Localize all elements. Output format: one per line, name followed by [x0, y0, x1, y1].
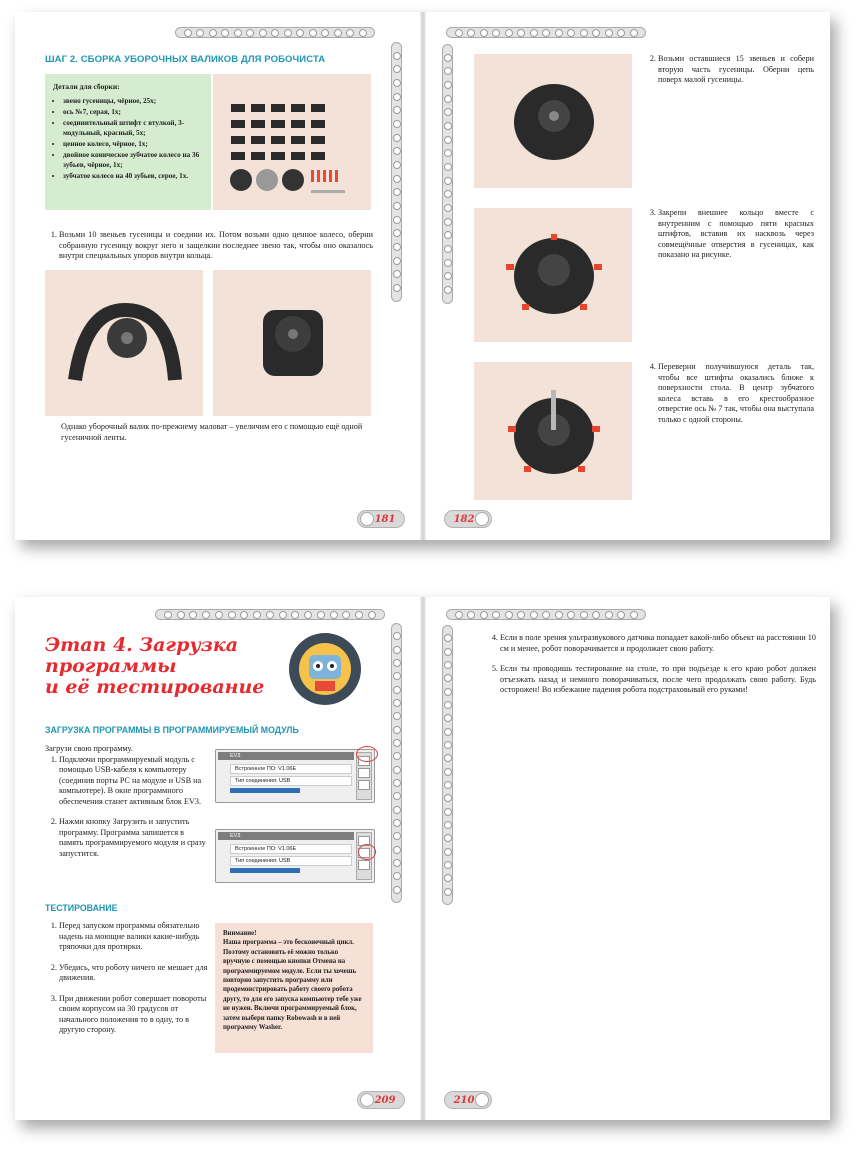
step-1-text [45, 230, 373, 262]
photo-step-3 [474, 208, 632, 342]
ring-image [213, 270, 371, 416]
page-number [444, 1091, 492, 1109]
step-1: 1. Возьми 10 звеньев гусеницы и соедини их. Потом возьми одно ценное колесо, оберни собранную гусеницу вокруг него и защелкни последнее звено так, чтобы оно оказалось внутри специальных упоров внутри кольца. [59, 230, 373, 262]
page-number-value: 210 [453, 1094, 475, 1106]
highlight-circle [358, 844, 376, 860]
page-number-value: 182 [453, 513, 475, 525]
axle-track-image [474, 362, 632, 500]
part-item: • ось №7, серая, 1x; [63, 107, 205, 117]
step-3: 3. Закрепи внешнее кольцо вместе с внутренним с помощью пяти красных штифтов, вставив их насквозь через совмещённые отверстия в гусеницах, как показано на рисунке. [658, 208, 814, 261]
lego-beam-decoration [391, 42, 402, 302]
step-2-text [644, 54, 814, 86]
part-item: • соединительный штифт с втулкой, 3-модульный, красный, 5x; [63, 118, 205, 138]
upload-step: 1. Подключи программируемый модуль с помощью USB-кабеля к компьютеру (соединив порты PC на модуле и USB на компьютере). В окне программного обеспечения станет активным блок EV3. [59, 755, 209, 808]
upload-step: 2. Нажми кнопку Загрузить и запустить программу. Программа запишется в память программируемого модуля и сразу запустится. [59, 817, 209, 859]
page-number-value: 181 [374, 513, 396, 525]
step-title: ШАГ 2. СБОРКА УБОРОЧНЫХ ВАЛИКОВ ДЛЯ РОБОЧИСТА [45, 54, 326, 65]
section-upload-title: ЗАГРУЗКА ПРОГРАММЫ В ПРОГРАММИРУЕМЫЙ МОДУЛЬ [45, 725, 299, 735]
caption: Однако уборочный валик по-прежнему маловат – увеличим его с помощью ещё одной гусеничной ленты. [61, 422, 363, 442]
part-item: • звено гусеницы, чёрное, 25x; [63, 96, 205, 106]
parts-list-box [45, 74, 211, 210]
page-number [357, 1091, 405, 1109]
step-3-text [644, 208, 814, 261]
memory-bar [230, 868, 300, 873]
page-182 [426, 12, 830, 540]
photo-step-2 [474, 54, 632, 188]
step-2: 2. Возьми оставшиеся 15 звеньев и собери вторую часть гусеницы. Оберни цепь поверх малой гусеницы. [658, 54, 814, 86]
double-track-image [474, 54, 632, 188]
connection-label: Тип соединения: USB [230, 856, 352, 866]
parts-title: Детали для сборки: [53, 82, 120, 91]
upload-instructions [45, 744, 209, 859]
testing-steps [45, 921, 209, 1036]
warning-title: Внимание! [223, 930, 257, 937]
chapter-title [45, 635, 285, 698]
track-links-image [213, 74, 371, 210]
remaining-steps [486, 633, 816, 696]
parts-photo [213, 74, 371, 210]
run-selected-button[interactable] [358, 860, 370, 870]
testing-step: 1. Перед запуском программы обязательно надень на моющие валики какие-нибудь тряпочки для протирки. [59, 921, 209, 953]
section-testing-title: ТЕСТИРОВАНИЕ [45, 903, 118, 913]
part-item: • зубчатое колесо на 40 зубьев, серое, 1x. [63, 171, 205, 181]
pinned-track-image [474, 208, 632, 342]
intro-text: Загрузи свою программу. [45, 744, 133, 753]
lego-beam-decoration [442, 625, 453, 905]
lego-beam-decoration [175, 27, 375, 38]
parts-list [53, 96, 205, 181]
lego-beam-decoration [446, 27, 646, 38]
run-selected-button[interactable] [358, 780, 370, 790]
testing-step: 4. Если в поле зрения ультразвукового датчика попадает какой-либо объект на расстоянии 10 см и менее, робот поворачивается и продолжает свою работу. [500, 633, 816, 654]
track-wheel-image [45, 270, 203, 416]
ev3-name: EV3 [218, 832, 354, 840]
lego-beam-decoration [155, 609, 385, 620]
lego-beam-decoration [391, 623, 402, 903]
page-210 [426, 597, 830, 1120]
step-4: 4. Переверни получившуюся деталь так, чтобы все штифты оказались ближе к поверхности стола. В центр зубчатого колеса вставь в его крестообразное отверстие ось № 7 так, чтобы она выступала только с одной стороны. [658, 362, 814, 425]
robot-gear-illustration [289, 633, 361, 705]
highlight-circle [356, 746, 378, 762]
lego-beam-decoration [446, 609, 646, 620]
warning-text: Наша программа – это бесконечный цикл. Поэтому остановить её можно только вручную с помощью кнопки Отмена на программируемом модуле. Если ты хочешь повторно запустить программу или продемонстрировать работу своего робота другу, то для его запуска компьютер тебе уже не нужен. Включи программируемый блок, затем выбери папку Robowash и в ней программу Washer. [223, 939, 362, 1032]
title-line: программы [45, 655, 177, 677]
photo-step-4 [474, 362, 632, 500]
ev3-panel-2 [215, 829, 375, 883]
page-181 [15, 12, 420, 540]
photo-assembled-ring [213, 270, 371, 416]
title-line: Этап 4. Загрузка [45, 634, 239, 656]
testing-step: 3. При движении робот совершает повороты своим корпусом на 30 градусов от начального положения то в одну, то в другую сторону. [59, 994, 209, 1036]
part-item: • двойное коническое зубчатое колесо на 36 зубьев, чёрное, 1x; [63, 150, 205, 170]
ev3-panel-1 [215, 749, 375, 803]
firmware-label: Встроенное ПО: V1.06E [230, 764, 352, 774]
page-number-value: 209 [374, 1094, 396, 1106]
memory-bar [230, 788, 300, 793]
bottom-spread [15, 597, 830, 1120]
page-209 [15, 597, 420, 1120]
ev3-name: EV3 [218, 752, 354, 760]
firmware-label: Встроенное ПО: V1.06E [230, 844, 352, 854]
connection-label: Тип соединения: USB [230, 776, 352, 786]
robot-icon [289, 633, 361, 705]
top-spread [15, 12, 830, 540]
part-item: • ценное колесо, чёрное, 1x; [63, 139, 205, 149]
photo-small-track [45, 270, 203, 416]
testing-step: 2. Убедись, что роботу ничего не мешает для движения. [59, 963, 209, 984]
testing-step: 5. Если ты проводишь тестирование на столе, то при подъезде к его краю робот должен отъезжать назад и немного поворачиваться, после чего продолжать свою работу. Будь осторожен! Во избежание падения робота подстраховывай его руками! [500, 664, 816, 696]
step-4-text [644, 362, 814, 425]
title-line: и её тестирование [45, 676, 265, 698]
page-number [357, 510, 405, 528]
page-number [444, 510, 492, 528]
warning-box [215, 923, 373, 1053]
lego-beam-decoration [442, 44, 453, 304]
download-run-button[interactable] [358, 768, 370, 778]
